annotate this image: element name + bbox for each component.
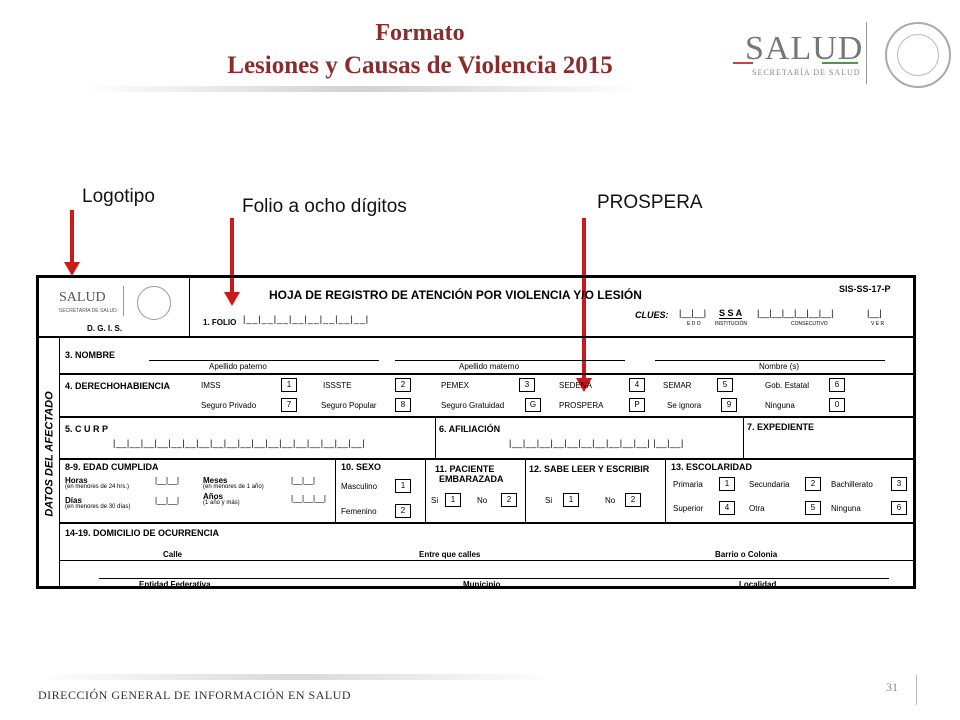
folio-label: 1. FOLIO	[203, 318, 237, 327]
edad-anos-box: |__|__|__|	[291, 494, 327, 503]
slide-title: Formato	[375, 20, 465, 46]
clues-edo: |__|__|	[679, 308, 707, 318]
form-title: HOJA DE REGISTRO DE ATENCIÓN POR VIOLENCIA Y/O LESIÓN	[269, 288, 642, 302]
leer-divider	[665, 458, 666, 522]
form-logo-subtext: SECRETARÍA DE SALUD	[59, 308, 117, 314]
derecho-issste-code: 2	[395, 378, 411, 392]
escolaridad-primaria: Primaria	[673, 480, 703, 489]
sexo-masculino-code: 1	[395, 479, 411, 493]
edad-label: 8-9. EDAD CUMPLIDA	[65, 462, 159, 472]
form-logo: SALUD	[59, 290, 106, 305]
footer-shadow	[36, 674, 556, 680]
domicilio-entre-calles: Entre que calles	[419, 550, 481, 559]
annotation-prospera: PROSPERA	[597, 192, 703, 213]
curp-label: 5. C U R P	[65, 424, 109, 434]
escolaridad-ninguna-code: 6	[891, 501, 907, 515]
escolaridad-bachillerato: Bachillerato	[831, 480, 873, 489]
derecho-se-ignora: Se ignora	[667, 401, 702, 410]
mexico-seal-inner	[897, 34, 939, 76]
nombre-line-2	[395, 360, 625, 361]
sexo-divider	[425, 458, 426, 522]
embarazada-no: No	[477, 496, 488, 505]
embarazada-label-2: EMBARAZADA	[439, 474, 504, 484]
derecho-ninguna: Ninguna	[765, 401, 795, 410]
edad-horas-box: |__|__|	[155, 476, 180, 485]
leer-no-code: 2	[625, 493, 641, 507]
derecho-prospera: PROSPERA	[559, 401, 604, 410]
escolaridad-secundaria-code: 2	[805, 477, 821, 491]
apellido-materno: Apellido materno	[459, 362, 520, 371]
embarazada-label-1: 11. PACIENTE	[435, 464, 495, 474]
clues-sub-edo: E D O	[687, 321, 701, 327]
edad-horas: Horas	[65, 476, 88, 485]
derecho-ninguna-code: 0	[829, 398, 845, 412]
domicilio-localidad: Localidad	[739, 580, 777, 589]
logo-divider	[866, 22, 867, 84]
derecho-sedena: SEDENA	[559, 381, 592, 390]
derecho-prospera-code: P	[629, 398, 645, 412]
afiliacion-digits: |__|__|__|__|__|__|__|__|__|__| |__|__|	[509, 438, 684, 448]
derecho-seguro-gratuidad: Seguro Gratuidad	[441, 401, 505, 410]
derecho-imss: IMSS	[201, 381, 221, 390]
clues-ver: |__|	[867, 308, 882, 318]
edad-dias: Días	[65, 496, 82, 505]
row-divider-3	[59, 458, 913, 460]
derecho-ignora-code: 9	[721, 398, 737, 412]
annotation-folio: Folio a ocho dígitos	[242, 196, 407, 217]
folio-digits: |__|__|__|__|__|__|__|__|	[243, 314, 370, 324]
footer-text: DIRECCIÓN GENERAL DE INFORMACIÓN EN SALUD	[38, 688, 352, 702]
afiliacion-label: 6. AFILIACIÓN	[439, 424, 501, 434]
domicilio-entidad: Entidad Federativa	[139, 580, 211, 589]
escolaridad-secundaria: Secundaria	[749, 480, 790, 489]
embarazada-no-code: 2	[501, 493, 517, 507]
escolaridad-otra-code: 5	[805, 501, 821, 515]
expediente-label: 7. EXPEDIENTE	[747, 422, 815, 432]
row-divider-1	[59, 373, 913, 375]
leer-si-code: 1	[563, 493, 579, 507]
form-code: SIS-SS-17-P	[839, 284, 891, 294]
nombre-line-1	[149, 360, 379, 361]
apellido-paterno: Apellido paterno	[209, 362, 267, 371]
escolaridad-otra: Otra	[749, 504, 765, 513]
edad-dias-note: (en menores de 30 días)	[65, 504, 131, 510]
afiliacion-divider	[743, 416, 744, 458]
derecho-gob-estatal: Gob. Estatal	[765, 381, 810, 390]
leer-si: Si	[545, 496, 553, 505]
form-header-bottom	[39, 336, 913, 338]
row-divider-2	[59, 416, 913, 418]
domicilio-label: 14-19. DOMICILIO DE OCURRENCIA	[65, 528, 220, 538]
derecho-gob-code: 6	[829, 378, 845, 392]
annotation-logotipo: Logotipo	[82, 186, 155, 207]
escolaridad-ninguna: Ninguna	[831, 504, 861, 513]
derecho-seguro-popular: Seguro Popular	[321, 401, 377, 410]
form-header-divider	[189, 278, 190, 336]
edad-divider	[335, 458, 336, 522]
nombre-label: 3. NOMBRE	[65, 350, 116, 360]
nombre-line-3	[655, 360, 885, 361]
edad-meses-box: |__|__|	[291, 476, 316, 485]
edad-meses-note: (en menores de 1 año)	[203, 484, 264, 490]
registration-form	[36, 275, 916, 589]
title-underline	[80, 86, 640, 92]
embarazada-si: Si	[431, 496, 439, 505]
salud-logo: SALUD	[745, 30, 864, 67]
sexo-label: 10. SEXO	[341, 462, 382, 472]
derecho-label: 4. DERECHOHABIENCIA	[65, 381, 171, 391]
domicilio-mid-line	[59, 560, 913, 561]
clues-ssa: S S A	[719, 308, 743, 318]
derecho-seguro-privado: Seguro Privado	[201, 401, 257, 410]
edad-meses: Meses	[203, 476, 228, 485]
curp-digits: |__|__|__|__|__|__|__|__|__|__|__|__|__|__|__|__|__|__|	[113, 438, 366, 448]
derecho-imss-code: 1	[281, 378, 297, 392]
domicilio-bottom-line	[99, 578, 889, 579]
nombre-s: Nombre (s)	[759, 362, 800, 371]
page-number-divider	[916, 675, 917, 705]
arrow-logotipo-shaft	[70, 210, 74, 264]
escolaridad-bachillerato-code: 3	[891, 477, 907, 491]
derecho-popular-code: 8	[395, 398, 411, 412]
clues-sub-ver: V E R	[871, 321, 885, 327]
derecho-sedena-code: 4	[629, 378, 645, 392]
domicilio-municipio: Municipio	[463, 580, 501, 589]
derecho-pemex-code: 3	[519, 378, 535, 392]
leer-no: No	[605, 496, 616, 505]
sexo-femenino: Femenino	[341, 507, 377, 516]
derecho-issste: ISSSTE	[323, 381, 352, 390]
form-logo-divider	[123, 286, 124, 316]
derecho-gratuidad-code: G	[525, 398, 541, 412]
clues-sub-inst: INSTITUCIÓN	[715, 321, 747, 327]
embarazada-si-code: 1	[445, 493, 461, 507]
derecho-pemex: PEMEX	[441, 381, 470, 390]
domicilio-calle: Calle	[163, 550, 183, 559]
form-seal-icon	[137, 286, 171, 320]
derecho-semar: SEMAR	[663, 381, 692, 390]
escolaridad-label: 13. ESCOLARIDAD	[671, 462, 753, 472]
sexo-femenino-code: 2	[395, 504, 411, 518]
clues-sub-cons: CONSECUTIVO	[791, 321, 828, 327]
leer-label: 12. SABE LEER Y ESCRIBIR	[529, 464, 650, 474]
row-divider-4	[59, 522, 913, 524]
embarazada-divider	[525, 458, 526, 522]
salud-logo-subtext: SECRETARÍA DE SALUD	[752, 68, 861, 77]
form-dgis: D. G. I. S.	[87, 324, 123, 333]
domicilio-colonia: Barrio o Colonia	[715, 550, 778, 559]
edad-anos-note: (1 año y más)	[203, 500, 240, 506]
escolaridad-primaria-code: 1	[719, 477, 735, 491]
clues-label: CLUES:	[635, 310, 669, 320]
slide-subtitle: Lesiones y Causas de Violencia 2015	[227, 52, 613, 79]
edad-horas-note: (en menores de 24 hrs.)	[65, 484, 130, 490]
side-label: DATOS DEL AFECTADO	[43, 391, 56, 517]
edad-anos: Años	[203, 492, 223, 501]
clues-consecutivo: |__|__|__|__|__|__|	[757, 308, 834, 318]
sexo-masculino: Masculino	[341, 482, 378, 491]
curp-divider	[435, 416, 436, 458]
edad-dias-box: |__|__|	[155, 496, 180, 505]
arrow-logotipo-head	[64, 262, 80, 276]
escolaridad-superior-code: 4	[719, 501, 735, 515]
page-number: 31	[886, 680, 898, 694]
derecho-privado-code: 7	[281, 398, 297, 412]
escolaridad-superior: Superior	[673, 504, 704, 513]
derecho-semar-code: 5	[717, 378, 733, 392]
